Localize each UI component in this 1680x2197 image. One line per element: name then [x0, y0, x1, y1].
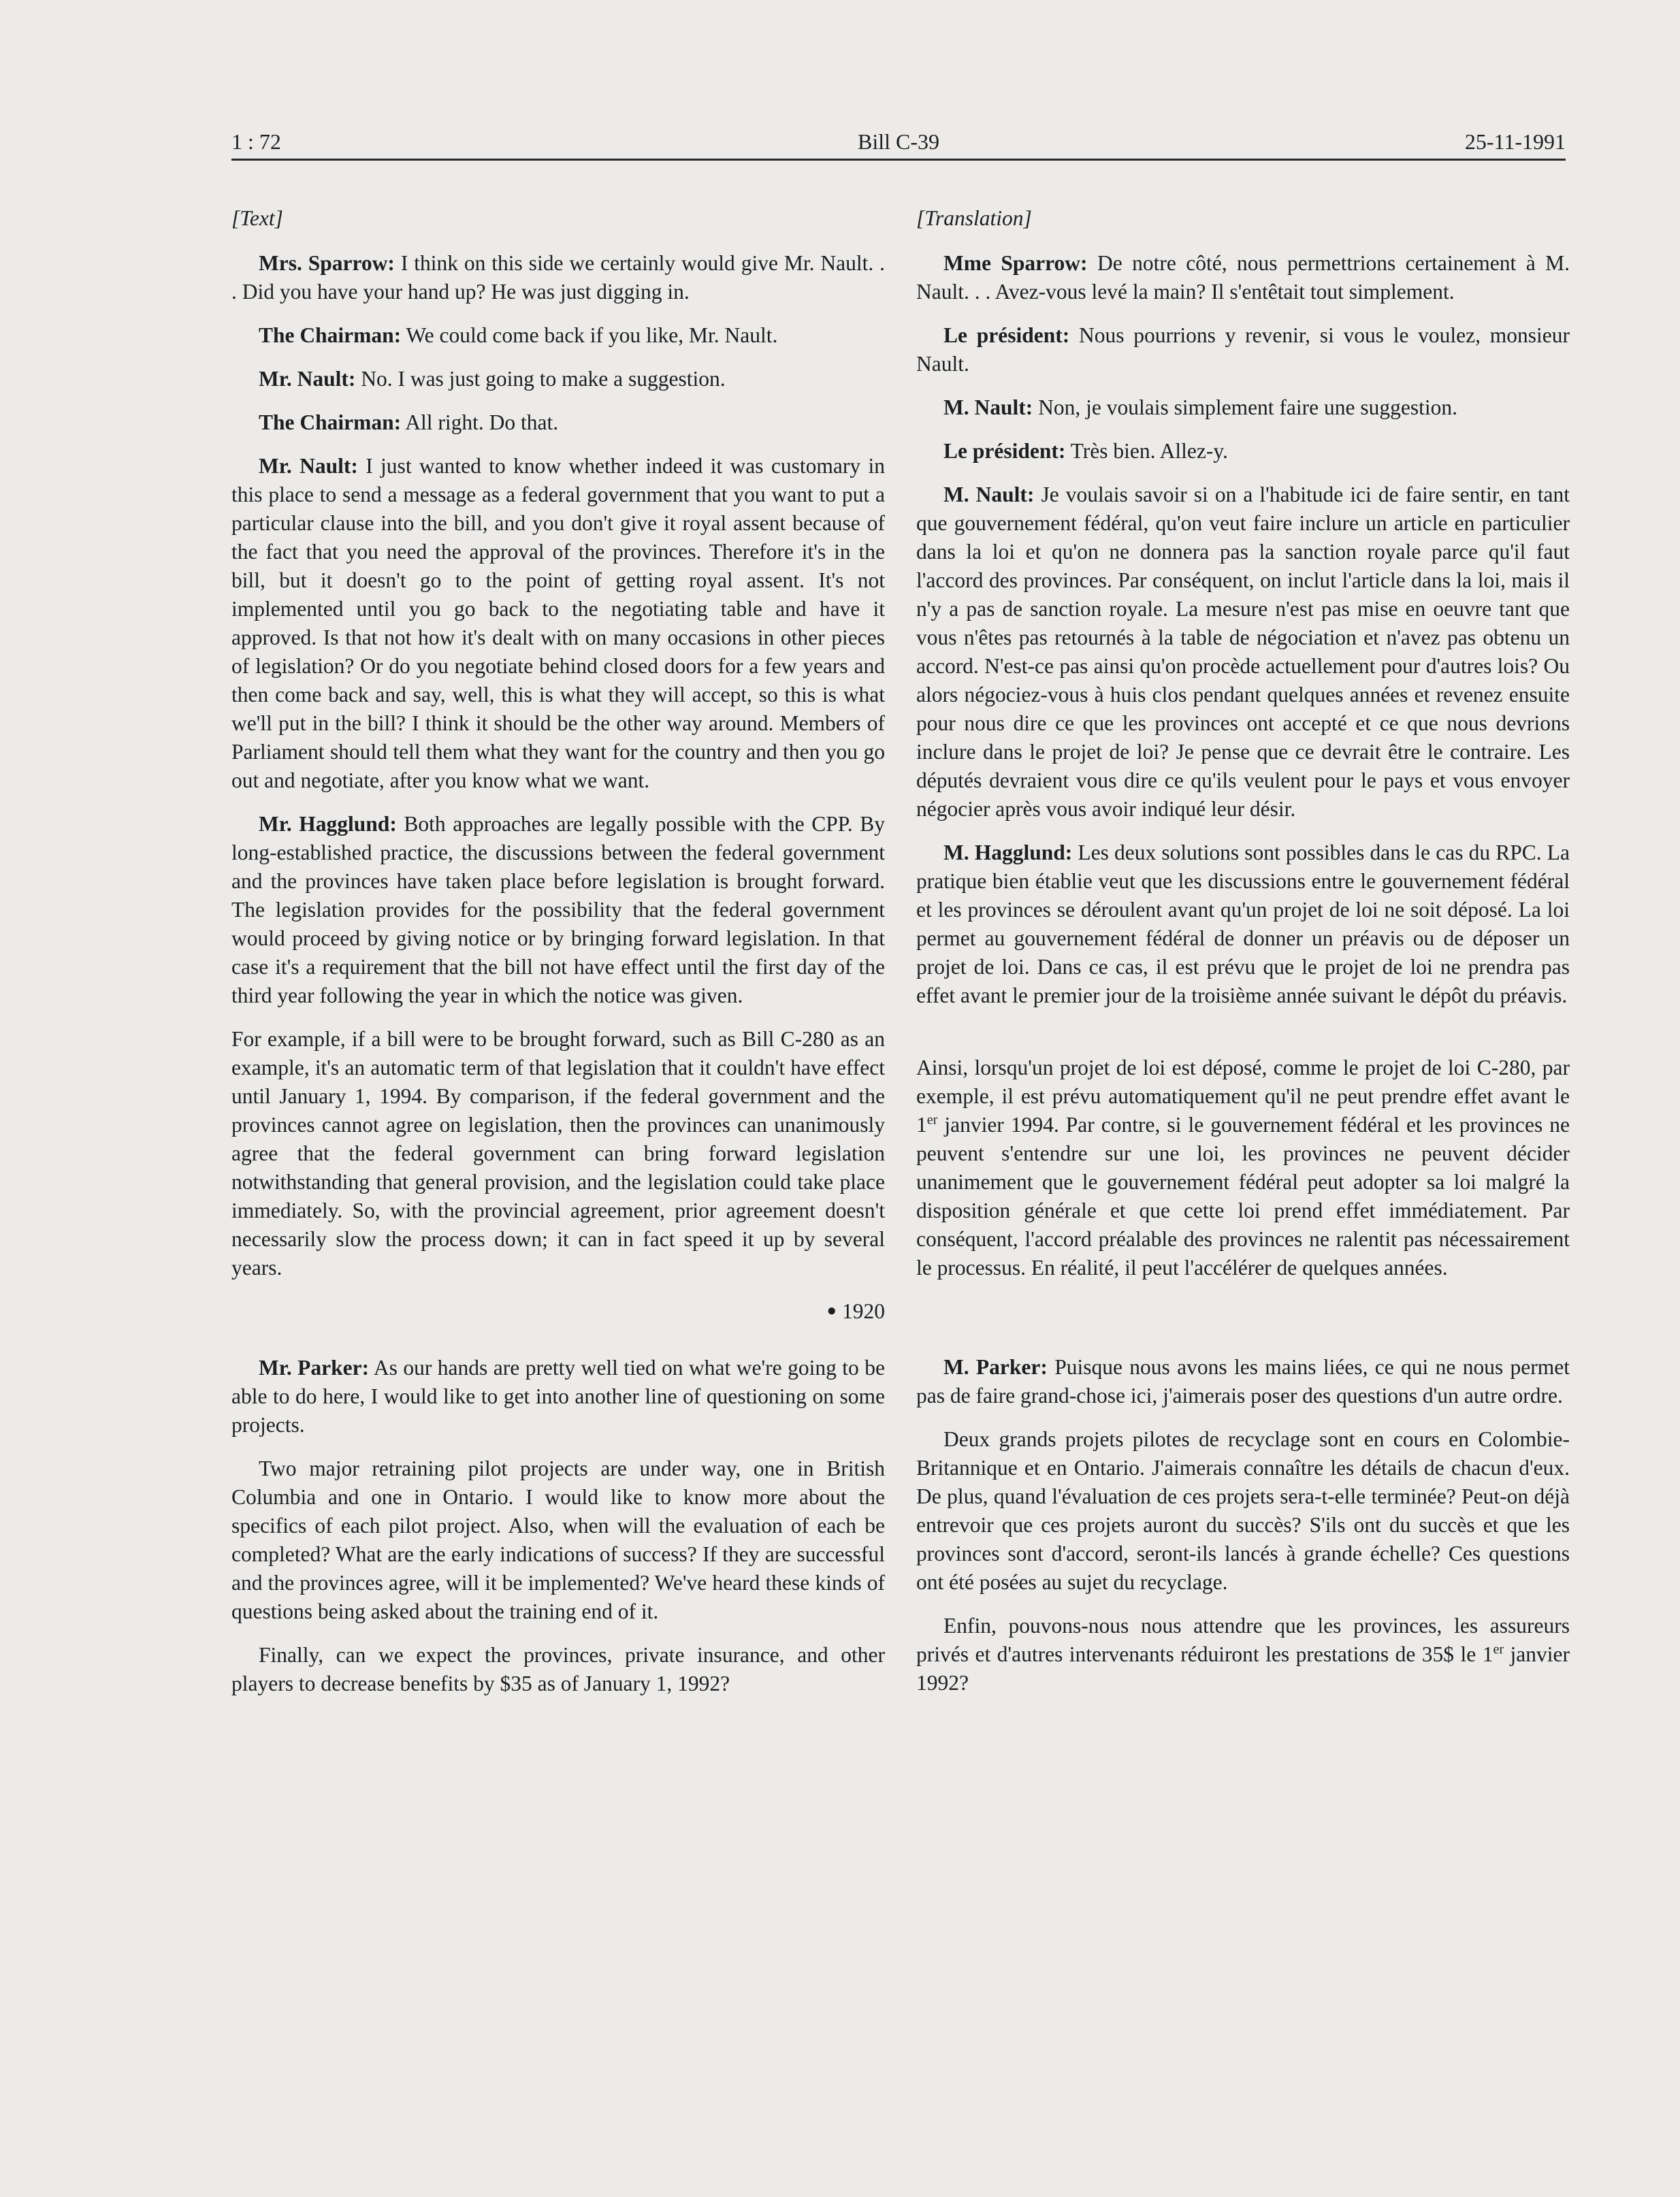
speech-text: Puisque nous avons les mains liées, ce qui ne nous permet pas de faire grand-chose ici, j'aimerais poser des questions d'un autre ordre.	[916, 1355, 1570, 1407]
speech-text: I just wanted to know whether indeed it was customary in this place to send a message as a federal government that you want to put a particular clause into the bill, and you don't give it royal assent because of the fact that you need the approval of the provinces. Therefore it's in the bill, but it doesn't go to the point of getting royal assent. It's not implemented until you go back to the negotiating table and have it approved. Is that not how it's dealt with on many occasions in other pieces of legislation? Or do you negotiate behind closed doors for a few years and then come back and say, well, this is what they will accept, so this is what we'll put in the bill? I think it should be the other way around. Members of Parliament should tell them what they want for the country and then you go out and negotiate, after you know what we want.	[231, 454, 885, 792]
speech-paragraph	[916, 393, 1570, 422]
speech-text: Je voulais savoir si on a l'habitude ici de faire sentir, en tant que gouvernement fédéral, qu'on veut faire inclure un article en particulier dans la loi et qu'on ne donnera pas la sanction royale parce qu'il faut l'accord des provinces. Par conséquent, on inclut l'article dans la loi, mais il n'y a pas de sanction royale. La mesure n'est pas mise en oeuvre tant que vous n'êtes pas retournés à la table de négociation et n'avez pas obtenu un accord. N'est-ce pas ainsi qu'on procède actuellement pour d'autres lois? Ou alors négociez-vous à huis clos pendant quelques années et revenez ensuite pour nous dire ce que les provinces ont accepté et ce que nous devrions inclure dans le projet de loi? Je pense que ce devrait être le contraire. Les députés devraient vous dire ce qu'ils veulent pour le pays et vous envoyer négocier après vous avoir indiqué leur désir.	[916, 483, 1570, 821]
speech-paragraph	[231, 408, 885, 437]
speech-text: Ainsi, lorsqu'un projet de loi est déposé, comme le projet de loi C-280, par exemple, il est prévu automatiquement qu'il ne peut prendre effet avant le 1	[916, 1056, 1570, 1137]
speech-paragraph	[916, 437, 1570, 466]
speech-paragraph	[916, 1054, 1570, 1282]
speaker-name: Le président:	[943, 323, 1070, 347]
speech-paragraph	[916, 249, 1570, 306]
speech-paragraph	[916, 839, 1570, 1010]
speech-text: Both approaches are legally possible with the CPP. By long-established practice, the discussions between the federal government and the provinces have taken place before legislation is brought forward. The legislation provides for the possibility that the federal government would proceed by giving notice or by bringing forward legislation. In that case it's a requirement that the bill not have effect until the first day of the third year following the year in which the notice was given.	[231, 812, 885, 1007]
speech-text: For example, if a bill were to be brought forward, such as Bill C-280 as an example, it's an automatic term of that legislation that it couldn't have effect until January 1, 1994. By comparison, if the federal government and the provinces cannot agree on legislation, then the provinces can unanimously agree that the federal government can bring forward legislation notwithstanding that general provision, and the legislation could take place immediately. So, with the provincial agreement, prior agreement doesn't necessarily slow the process down; it can in fact speed it up by several years.	[231, 1027, 885, 1280]
bullet-icon: ●	[826, 1302, 837, 1320]
speech-paragraph	[231, 1454, 885, 1626]
speech-text: Two major retraining pilot projects are under way, one in British Columbia and one in Ontario. I would like to know more about the specifics of each pilot project. Also, when will the evaluation of each be completed? What are the early indications of success? If they are successful and the provinces agree, will it be implemented? We've heard these kinds of questions being asked about the training end of it.	[231, 1456, 885, 1623]
speaker-name: Mr. Nault:	[259, 454, 358, 478]
speech-paragraph	[231, 452, 885, 795]
speech-paragraph	[916, 1353, 1570, 1410]
french-column	[916, 204, 1570, 1712]
speech-text: janvier 1994. Par contre, si le gouvernement fédéral et les provinces ne peuvent s'entendre sur une loi, les provinces ne peuvent décider unanimement que le gouvernement fédéral peut adopter sa loi malgré la disposition générale et que cette loi prend effet immédiatement. Par conséquent, l'accord préalable des provinces ne ralentit pas nécessairement le processus. En réalité, il peut l'accélérer de quelques années.	[916, 1113, 1570, 1280]
speaker-name: Mrs. Sparrow:	[259, 251, 395, 275]
speaker-name: M. Nault:	[943, 395, 1033, 419]
speaker-name: The Chairman:	[259, 410, 402, 434]
speech-paragraph	[231, 1641, 885, 1698]
document-title: Bill C-39	[857, 129, 939, 154]
speech-text: I think on this side we certainly would give Mr. Nault. . . Did you have your hand up? He was just digging in.	[231, 251, 886, 304]
ordinal-suffix: er	[1493, 1642, 1504, 1657]
document-date: 25-11-1991	[1464, 129, 1566, 154]
speech-text: De notre côté, nous permettrions certainement à M. Nault. . . Avez-vous levé la main? Il s'entêtait tout simplement.	[916, 251, 1570, 304]
speaker-name: The Chairman:	[259, 323, 402, 347]
speech-text: Très bien. Allez-y.	[1065, 439, 1228, 463]
speech-text: janvier 1992?	[916, 1642, 1570, 1695]
speaker-name: M. Hagglund:	[943, 841, 1073, 864]
translation-label: [Translation]	[916, 206, 1032, 230]
speech-paragraph	[231, 1025, 885, 1282]
speech-paragraph	[231, 810, 885, 1010]
speech-paragraph	[231, 1354, 885, 1439]
speaker-name: Mr. Parker:	[259, 1356, 370, 1380]
time-marker-text: 1920	[842, 1299, 885, 1323]
speech-text: We could come back if you like, Mr. Nault.	[401, 323, 778, 347]
speech-text: No. I was just going to make a suggestion.	[355, 367, 726, 391]
speech-paragraph	[916, 321, 1570, 378]
speech-paragraph	[916, 481, 1570, 824]
speech-paragraph	[231, 365, 885, 393]
speech-paragraph	[231, 249, 885, 306]
speech-paragraph	[916, 1425, 1570, 1597]
speaker-name: Mr. Hagglund:	[259, 812, 397, 836]
page-number: 1 : 72	[231, 129, 281, 154]
ordinal-suffix: er	[926, 1112, 938, 1128]
speaker-name: M. Parker:	[943, 1355, 1048, 1379]
speaker-name: Mme Sparrow:	[943, 251, 1088, 275]
speaker-name: Le président:	[943, 439, 1066, 463]
speech-text: Finally, can we expect the provinces, private insurance, and other players to decrease benefits by $35 as of January 1, 1992?	[231, 1643, 885, 1695]
speech-text: Les deux solutions sont possibles dans le cas du RPC. La pratique bien établie veut que les discussions entre le gouvernement fédéral et les provinces se déroulent avant qu'un projet de loi ne soit déposé. La loi permet au gouvernement fédéral de donner un préavis ou de déposer un projet de loi. Dans ce cas, il est prévu que le projet de loi ne prendra pas effet avant le premier jour de la troisième année suivant le dépôt du préavis.	[916, 841, 1570, 1007]
header-rule	[231, 159, 1566, 161]
speech-text: Deux grands projets pilotes de recyclage sont en cours en Colombie-Britannique et en Ontario. J'aimerais connaître les détails de chacun d'eux. De plus, quand l'évaluation de ces projets sera-t-elle terminée? Peut-on déjà entrevoir que ces projets auront du succès? S'ils ont du succès et que les provinces sont d'accord, seront-ils lancés à grande échelle? Ces questions ont été posées au sujet du recyclage.	[916, 1427, 1570, 1594]
speech-text: As our hands are pretty well tied on what we're going to be able to do here, I would like to get into another line of questioning on some projects.	[231, 1356, 886, 1437]
speaker-name: M. Nault:	[943, 483, 1035, 506]
speech-text: Non, je voulais simplement faire une suggestion.	[1033, 395, 1457, 419]
speech-paragraph	[231, 321, 885, 350]
page-header	[231, 129, 1566, 158]
speech-text: Nous pourrions y revenir, si vous le voulez, monsieur Nault.	[916, 323, 1570, 376]
speech-text: All right. Do that.	[401, 410, 559, 434]
text-label: [Text]	[231, 206, 283, 230]
english-column	[231, 204, 885, 1713]
speech-text: Enfin, pouvons-nous nous attendre que les provinces, les assureurs privés et d'autres intervenants réduiront les prestations de 35$ le 1	[916, 1614, 1570, 1666]
time-marker	[231, 1297, 885, 1328]
speaker-name: Mr. Nault:	[259, 367, 356, 391]
speech-paragraph	[916, 1612, 1570, 1697]
